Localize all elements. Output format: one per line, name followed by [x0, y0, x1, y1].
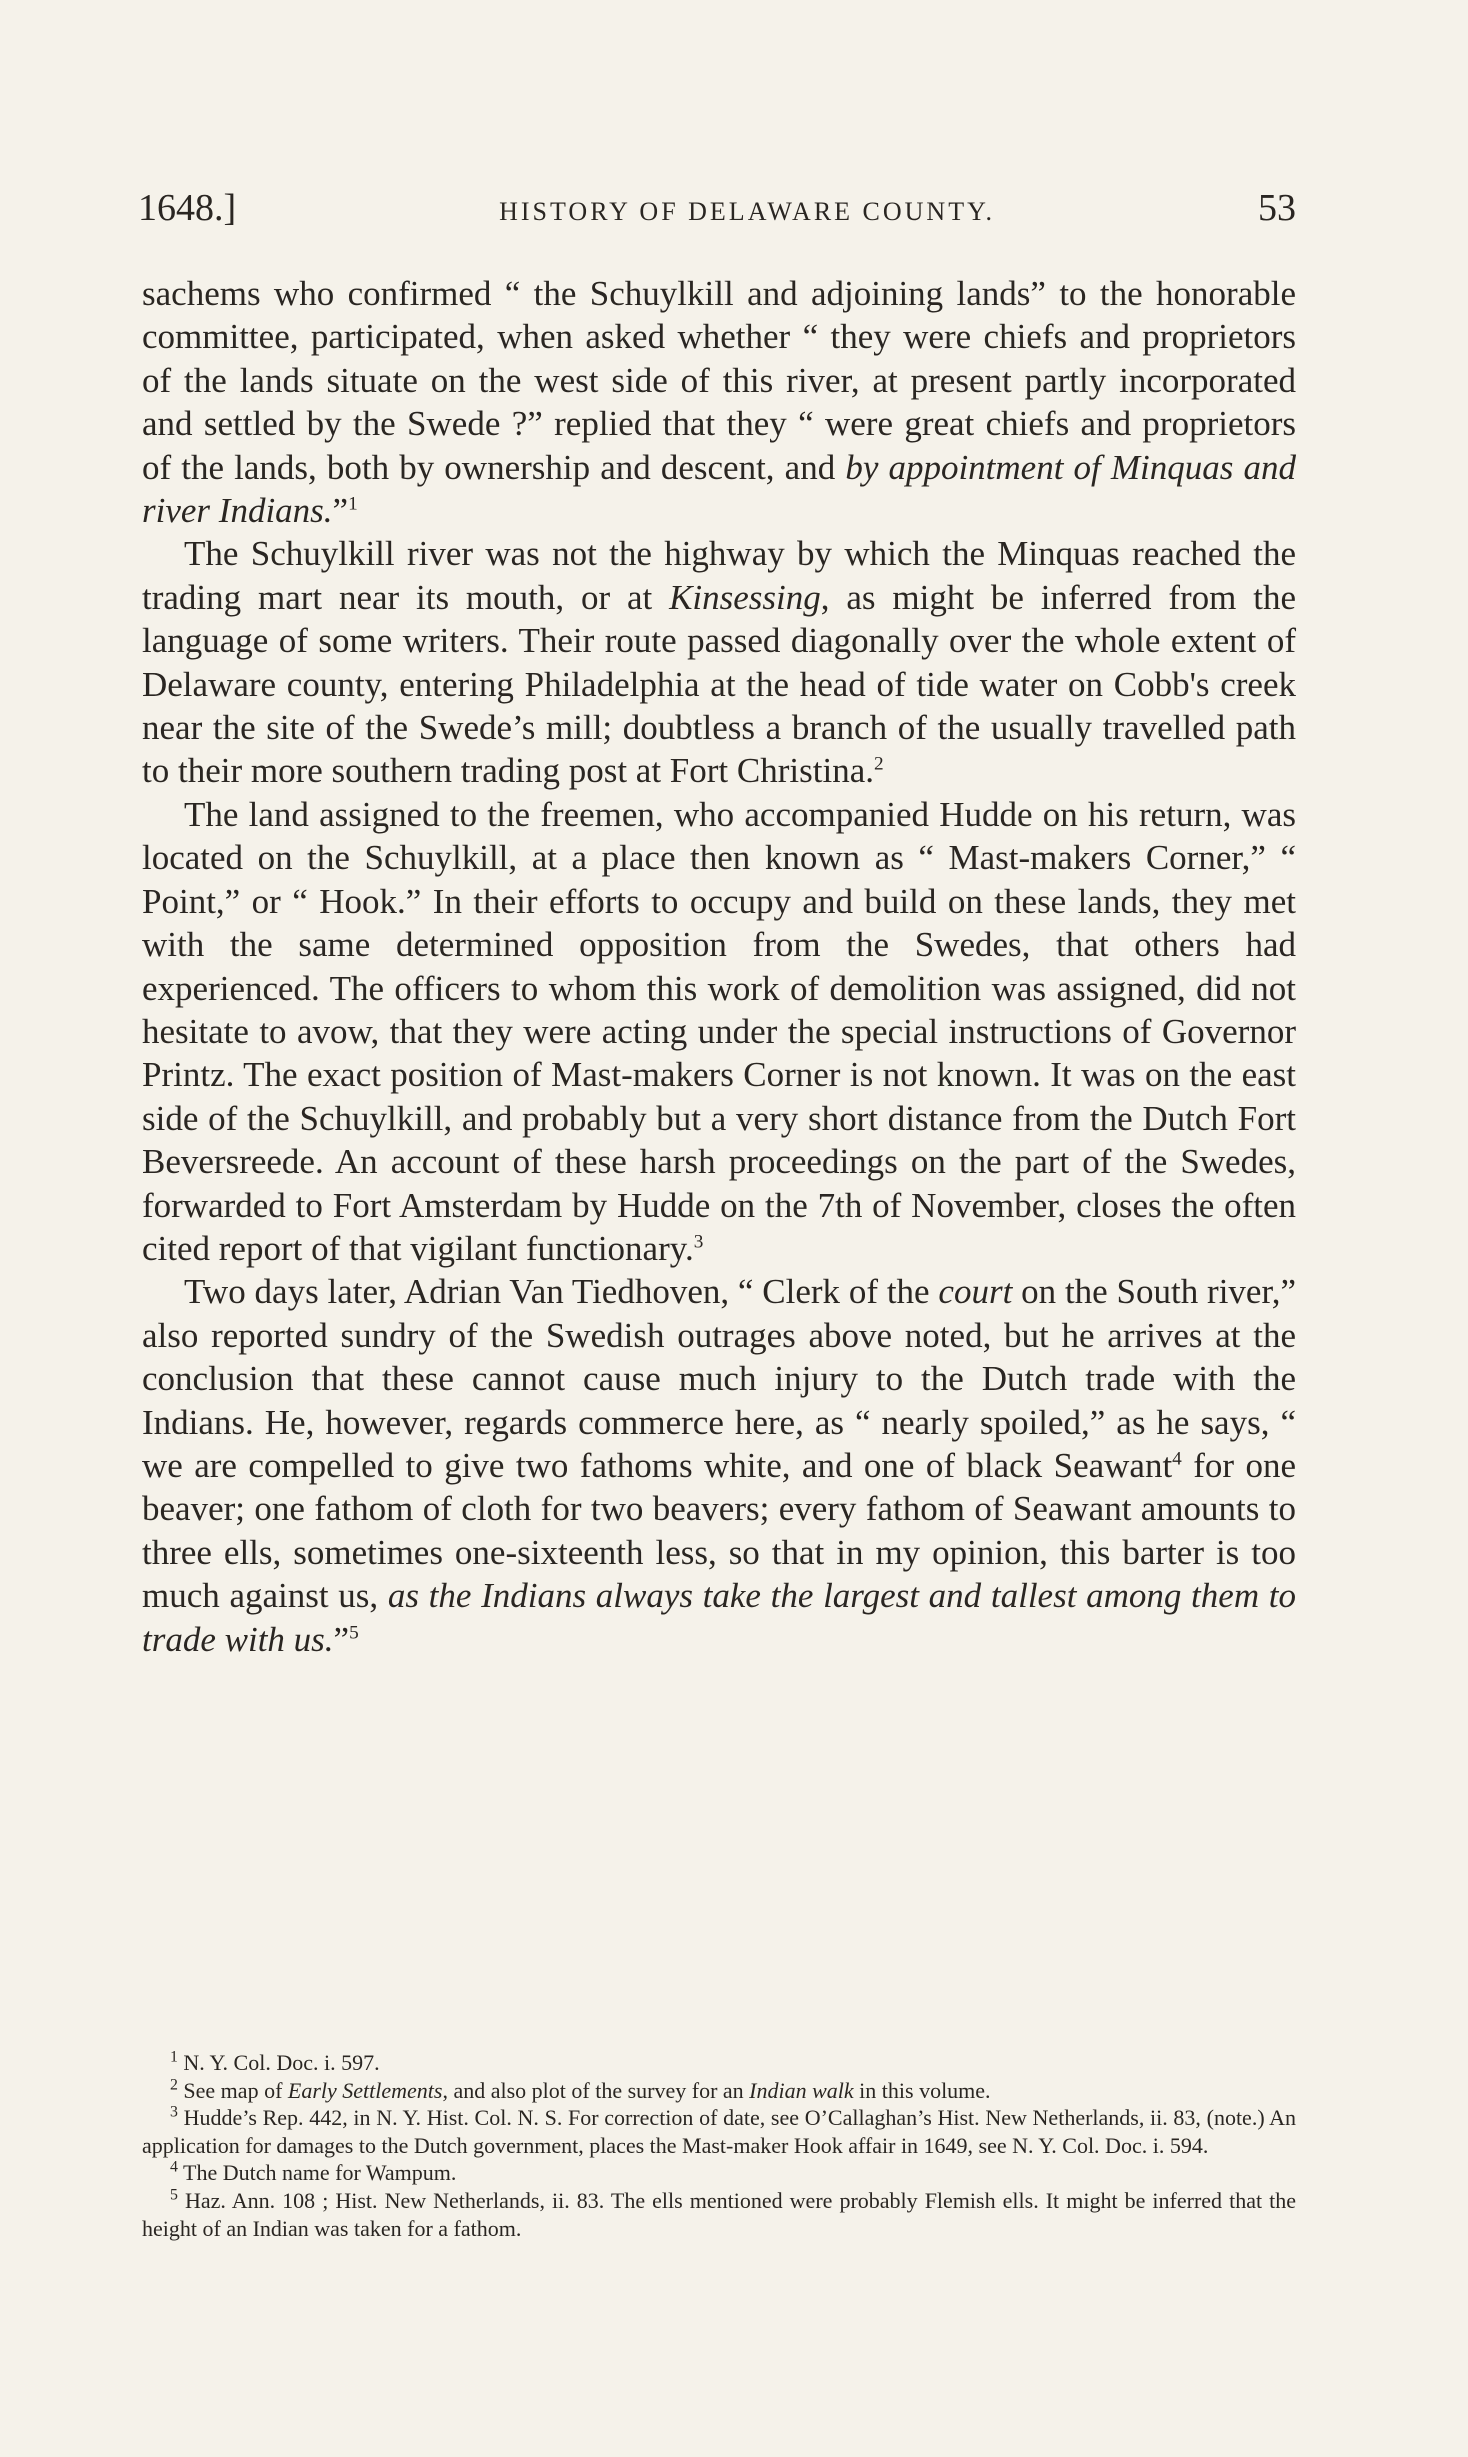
footnote-ref: 4: [1172, 1448, 1182, 1470]
footnote: $^4$ The Dutch name for Wampum.: [170, 2159, 457, 2186]
body-text: [142, 272, 1296, 1661]
footnote: $^5$ Haz. Ann. 108 ; Hist. New Netherlands, ii. 83. The ells mentioned were probably Flemish ells. It might be inferred that the height of an Indian was taken for a fathom.: [142, 2186, 1296, 2241]
footnote-ref: 1: [348, 493, 358, 515]
paragraph: The land assigned to the freemen, who accompanied Hudde on his return, was located on the Schuylkill, at a place then known as “ Mast-makers Corner,” “ Point,” or “ Hook.” In their efforts to occupy and build on these lands, they met with the same determined opposition from the Swedes, that others had experienced. The officers to whom this work of demolition was assigned, did not hesitate to avow, that they were acting under the special instructions of Governor Printz. The exact position of Mast-makers Corner is not known. It was on the east side of the Schuylkill, and probably but a very short distance from the Dutch Fort Beversreede. An account of these harsh proceedings on the part of the Swedes, forwarded to Fort Amsterdam by Hudde on the 7th of November, closes the often cited report of that vigilant functionary.$^3$: [142, 794, 1296, 1268]
footnotes: [142, 2049, 1296, 2242]
header-year: 1648.]: [138, 187, 237, 229]
footnote-ref: 3: [693, 1231, 704, 1253]
paragraph: The Schuylkill river was not the highway by which the Minquas reached the trading mart near its mouth, or at Kinsessing, as might be inferred from the language of some writers. Their route passed diagonally over the whole extent of Delaware county, entering Philadelphia at the head of tide water on Cobb's creek near the site of the Swede’s mill; doubtless a branch of the usually travelled path to their more southern trading post at Fort Christina.$^2$: [142, 534, 1296, 791]
paragraph: Two days later, Adrian Van Tiedhoven, “ Clerk of the court on the South river,” also reported sundry of the Swedish outrages above noted, but he arrives at the conclusion that these cannot cause much injury to the Dutch trade with the Indians. He, however, regards commerce here, as “ nearly spoiled,” as he says, “ we are compelled to give two fathoms white, and one of black Seawant$^4$ for one beaver; one fathom of cloth for two beavers; every fathom of Seawant amounts to three ells, sometimes one-sixteenth less, so that in my opinion, this barter is too much against us, as the Indians always take the largest and tallest among them to trade with us.”$^5$: [142, 1272, 1296, 1659]
paragraph: sachems who confirmed “ the Schuylkill and adjoining lands” to the honorable committee, participated, when asked whether “ they were chiefs and proprietors of the lands situate on the west side of this river, at present partly incorporated and settled by the Swede ?” replied that they “ were great chiefs and proprietors of the lands, both by ownership and descent, and by appointment of Minquas and river Indians.”$^1$: [142, 274, 1296, 531]
running-header: [138, 186, 1296, 230]
footnote-ref: 2: [873, 753, 884, 775]
footnote: $^1$ N. Y. Col. Doc. i. 597.: [170, 2048, 380, 2075]
footnote-ref: 5: [349, 1621, 359, 1643]
footnote: $^3$ Hudde’s Rep. 442, in N. Y. Hist. Col. N. S. For correction of date, see O’Callaghan’s Hist. New Netherlands, ii. 83, (note.) An application for damages to the Dutch government, places the Mast-maker Hook affair in 1649, see N. Y. Col. Doc. i. 594.: [142, 2103, 1296, 2158]
footnote: $^2$ See map of Early Settlements, and also plot of the survey for an Indian walk in this volume.: [170, 2076, 991, 2103]
page-number: 53: [1257, 187, 1296, 229]
header-title: HISTORY OF DELAWARE COUNTY.: [499, 197, 996, 226]
